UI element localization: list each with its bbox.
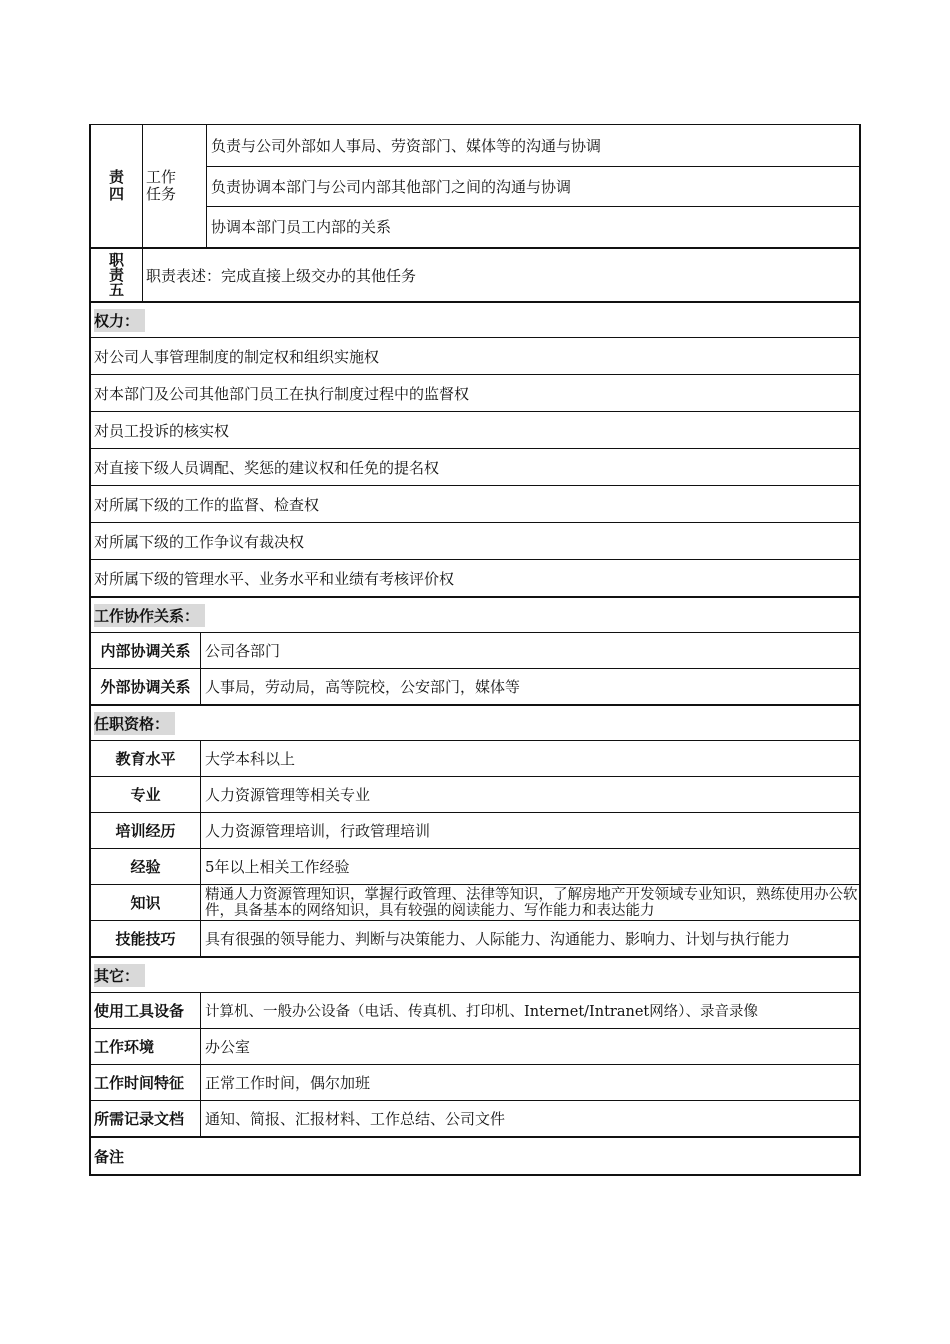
qualification-row [91, 920, 859, 956]
cooperation-section-title: 工作协作关系： [91, 598, 205, 632]
responsibility-5-block [91, 247, 859, 301]
cooperation-row [91, 668, 859, 704]
qualification-value: 具有很强的领导能力、判断与决策能力、人际能力、沟通能力、影响力、计划与执行能力 [205, 930, 791, 948]
authority-item: 对所属下级的工作的监督、检查权 [94, 495, 320, 514]
other-section-title: 其它： [91, 958, 145, 992]
qualification-label: 教育水平 [91, 741, 201, 776]
other-row [91, 1100, 859, 1136]
authority-item: 对公司人事管理制度的制定权和组织实施权 [94, 347, 380, 366]
cooperation-value: 公司各部门 [205, 642, 281, 660]
qualification-row [91, 740, 859, 776]
qualification-label: 知识 [91, 885, 201, 920]
job-description-table [89, 124, 861, 1176]
responsibility-4-block [91, 125, 859, 247]
task-item: 协调本部门员工内部的关系 [207, 206, 859, 247]
qualification-section-title: 任职资格： [91, 706, 175, 740]
qualification-row [91, 848, 859, 884]
resp4-label-char: 责 [108, 168, 124, 186]
other-label: 工作环境 [91, 1029, 201, 1064]
other-value: 计算机、一般办公设备（电话、传真机、打印机、Internet/Intranet网络）、录音录像 [205, 1004, 759, 1020]
other-value: 正常工作时间，偶尔加班 [205, 1074, 371, 1092]
qualification-value: 人力资源管理培训，行政管理培训 [205, 822, 431, 840]
other-value: 通知、简报、汇报材料、工作总结、公司文件 [205, 1110, 506, 1128]
authority-item: 对直接下级人员调配、奖惩的建议权和任免的提名权 [94, 458, 440, 477]
other-row [91, 1028, 859, 1064]
authority-item: 对所属下级的工作争议有裁决权 [94, 532, 305, 551]
other-label: 工作时间特征 [91, 1065, 201, 1100]
task-item: 负责协调本部门与公司内部其他部门之间的沟通与协调 [207, 166, 859, 207]
authority-section-title: 权力： [91, 303, 145, 337]
qualification-label: 培训经历 [91, 813, 201, 848]
qualification-label: 经验 [91, 849, 201, 884]
responsibility-5-text: 职责表述：完成直接上级交办的其他任务 [146, 266, 417, 285]
responsibility-4-label [91, 125, 143, 247]
cooperation-value: 人事局，劳动局，高等院校，公安部门，媒体等 [205, 678, 521, 696]
cooperation-label: 内部协调关系 [91, 633, 201, 668]
other-row [91, 1064, 859, 1100]
other-label: 所需记录文档 [91, 1101, 201, 1136]
authority-item: 对本部门及公司其他部门员工在执行制度过程中的监督权 [94, 384, 470, 403]
cooperation-label: 外部协调关系 [91, 669, 201, 704]
qualification-row [91, 884, 859, 920]
qualification-label: 专业 [91, 777, 201, 812]
resp4-label-char: 四 [108, 185, 124, 203]
task-item: 负责与公司外部如人事局、劳资部门、媒体等的沟通与协调 [211, 136, 602, 155]
other-label: 使用工具设备 [91, 993, 201, 1028]
authority-item: 对所属下级的管理水平、业务水平和业绩有考核评价权 [94, 569, 455, 588]
qualification-label: 技能技巧 [91, 921, 201, 956]
qualification-row [91, 776, 859, 812]
other-value: 办公室 [205, 1038, 251, 1056]
other-row [91, 992, 859, 1028]
remarks-title: 备注 [94, 1147, 125, 1166]
qualification-value: 精通人力资源管理知识，掌握行政管理、法律等知识，了解房地产开发领域专业知识，熟练使用办公软件，具备基本的网络知识，具有较强的阅读能力、写作能力和表达能力 [205, 886, 858, 919]
cooperation-row [91, 632, 859, 668]
qualification-value: 人力资源管理等相关专业 [205, 786, 371, 804]
authority-item: 对员工投诉的核实权 [94, 421, 230, 440]
qualification-value: 5年以上相关工作经验 [205, 858, 350, 876]
task-list [207, 125, 859, 247]
qualification-row [91, 812, 859, 848]
qualification-value: 大学本科以上 [205, 750, 296, 768]
work-task-label: 工作 任务 [143, 125, 207, 247]
responsibility-5-label: 职 责 五 [91, 249, 143, 301]
